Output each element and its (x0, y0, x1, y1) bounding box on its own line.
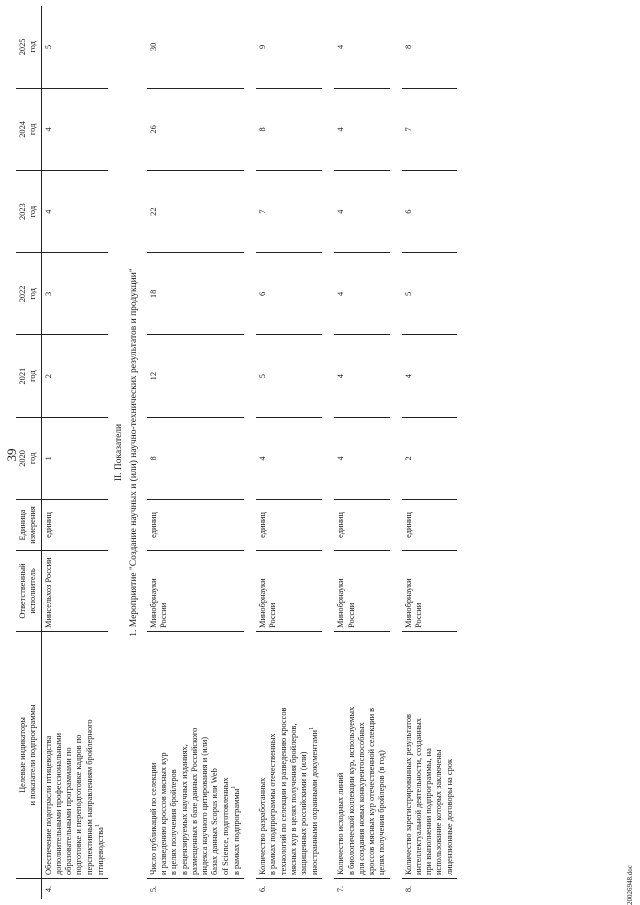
subsection-heading-row (127, 6, 147, 899)
row-unit: единиц (402, 500, 457, 551)
row-number: 5. (147, 879, 244, 900)
row-value-2025: 30 (148, 42, 158, 52)
table-row (41, 6, 108, 899)
section-title: II. Показатели (113, 423, 124, 482)
table-header-row (16, 6, 41, 899)
header-number (16, 879, 41, 900)
row-value-2021: 12 (147, 335, 244, 417)
row-value-2024: 4 (41, 88, 108, 170)
row-value-2022: 18 (147, 253, 244, 335)
row-indicator: Количество исходных линий в биологической коллекции кур, используемых для создания новых конкурентоспособных кроссов мясных кур отечественной селекции в целях получения бройлеров (в год) (334, 632, 389, 879)
row-indicator: Количество зарегистрированных результатов интеллектуальной деятельности, созданных при выполнении подпрограммы, на использование которых заключены лицензионные договоры на срок (402, 632, 457, 879)
row-value-2025: 5 (43, 44, 53, 49)
footnote-mark: 1 (94, 824, 101, 828)
subsection-title: 1. Мероприятие "Создание научных и (или) научно-технических результатов и продукции" (129, 268, 140, 637)
table-row (402, 6, 457, 899)
footnote-mark: 1 (230, 785, 237, 789)
row-value-2023: 7 (256, 171, 322, 253)
row-value-2020: 4 (334, 417, 389, 499)
row-indicator: Количество разработанных в рамках подпрограммы отечественных технологий по селекции и разведению кроссов мясных кур в целях получения бройлеров, защищенных российскими и (или) иностранными охранными документами$^1$ (256, 632, 322, 879)
row-unit: единиц (334, 500, 389, 551)
page-number: 39 (4, 448, 19, 462)
row-value-2022: 4 (334, 253, 389, 335)
footnote-mark: 1 (309, 727, 316, 731)
row-value-2020: 8 (147, 417, 244, 499)
header-year-2022: 2022 год (16, 253, 41, 335)
row-number: 7. (334, 879, 389, 900)
header-year-2021: 2021 год (16, 335, 41, 417)
row-value-2020: 4 (256, 417, 322, 499)
row-value-2024: 8 (256, 88, 322, 170)
header-unit: Единица измерения (16, 500, 41, 551)
row-number: 6. (256, 879, 322, 900)
row-value-2022: 5 (402, 253, 457, 335)
section-heading-row (108, 6, 128, 899)
row-responsible: Минсельхоз России (41, 551, 108, 632)
row-responsible: Минобрнауки России (256, 551, 322, 632)
row-indicator: Обеспечение подотрасли птицеводства дополнительными профессиональными образовательными программами по подготовке и переподготовке кадров по перспективным направлениям бройлерного птицеводства$^1$ (41, 632, 108, 879)
header-year-2024: 2024 год (16, 88, 41, 170)
header-year-2020: 2020 год (16, 417, 41, 499)
row-value-2020: 1 (41, 417, 108, 499)
row-value-2021: 4 (402, 335, 457, 417)
row-number: 8. (402, 879, 457, 900)
row-value-2023: 6 (402, 171, 457, 253)
table-row (256, 6, 322, 899)
indicators-table (16, 6, 457, 899)
row-value-2025: 8 (403, 44, 413, 49)
row-value-2024: 26 (147, 88, 244, 170)
row-value-2022: 3 (41, 253, 108, 335)
row-value-2023: 4 (41, 171, 108, 253)
table-row (334, 6, 389, 899)
row-value-2021: 5 (256, 335, 322, 417)
row-indicator: Число публикаций по селекции и разведению кроссов мясных кур в целях получения бройлеров в рецензируемых научных изданиях, размещенных в базе данных Российского индекса научного цитирования и (или) базах данных Scopus или Web of Science, подготовленных в рамках подпрограммы$^1$ (147, 632, 244, 879)
row-value-2021: 2 (41, 335, 108, 417)
row-value-2023: 22 (147, 171, 244, 253)
row-responsible: Минобрнауки России (147, 551, 244, 632)
file-name: 20026948.doc (626, 865, 634, 905)
header-responsible: Ответственный исполнитель (16, 551, 41, 632)
row-responsible: Минобрнауки России (402, 551, 457, 632)
row-value-2020: 2 (402, 417, 457, 499)
row-value-2025: 4 (336, 44, 346, 49)
row-value-2021: 4 (334, 335, 389, 417)
row-unit: единиц (256, 500, 322, 551)
header-year-2025: 2025 год (16, 6, 41, 88)
row-value-2024: 7 (402, 88, 457, 170)
header-indicator: Целевые индикаторы и показатели подпрограммы (16, 632, 41, 879)
row-value-2025: 9 (258, 44, 267, 49)
row-value-2022: 6 (256, 253, 322, 335)
row-value-2023: 4 (334, 171, 389, 253)
row-responsible: Минобрнауки России (334, 551, 389, 632)
row-value-2024: 4 (334, 88, 389, 170)
row-number: 4. (41, 879, 108, 900)
row-unit: единиц (147, 500, 244, 551)
row-unit: единиц (41, 500, 108, 551)
table-row (147, 6, 244, 899)
header-year-2023: 2023 год (16, 171, 41, 253)
